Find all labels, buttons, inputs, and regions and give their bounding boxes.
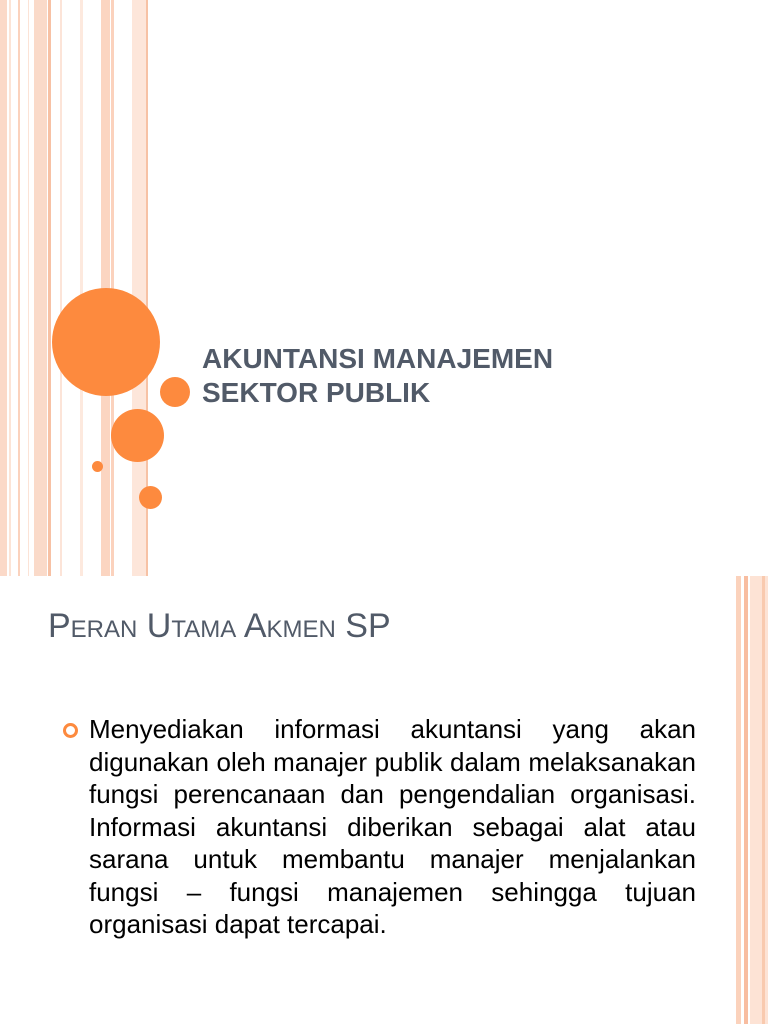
decorative-circle-small (160, 377, 190, 407)
slide-heading: Peran Utama Akmen SP (48, 607, 391, 645)
decorative-circle-small (139, 486, 162, 509)
bullet-item (63, 713, 696, 941)
decorative-circle-medium (111, 409, 164, 462)
decorative-stripe (0, 0, 7, 576)
circle-bullet-icon (63, 723, 78, 738)
decorative-stripe (80, 0, 83, 576)
decorative-stripe (60, 0, 62, 576)
decorative-stripe (48, 0, 51, 576)
slide-title (202, 342, 722, 410)
decorative-stripe (744, 576, 748, 1024)
decorative-stripe (28, 0, 29, 576)
decorative-circle-tiny (92, 461, 103, 472)
content-slide (0, 576, 768, 1024)
decorative-stripe (762, 576, 765, 1024)
decorative-stripe (34, 0, 47, 576)
decorative-stripe (18, 0, 20, 576)
decorative-stripe (736, 576, 741, 1024)
decorative-stripe (750, 576, 768, 1024)
slide-title-line2: SEKTOR PUBLIK (202, 377, 431, 408)
bullet-text: Menyediakan informasi akuntansi yang akan digunakan oleh manajer publik dalam melaksanakan fungsi perencanaan dan pengendalian organisasi. Informasi akuntansi diberikan sebagai alat atau sarana untuk membantu manajer menjalankan fungsi – fungsi manajemen sehingga tujuan organisasi dapat tercapai. (89, 714, 696, 939)
decorative-stripe (9, 0, 11, 576)
decorative-circle-large (52, 288, 160, 396)
slide-title-line1: AKUNTANSI MANAJEMEN (202, 343, 554, 374)
